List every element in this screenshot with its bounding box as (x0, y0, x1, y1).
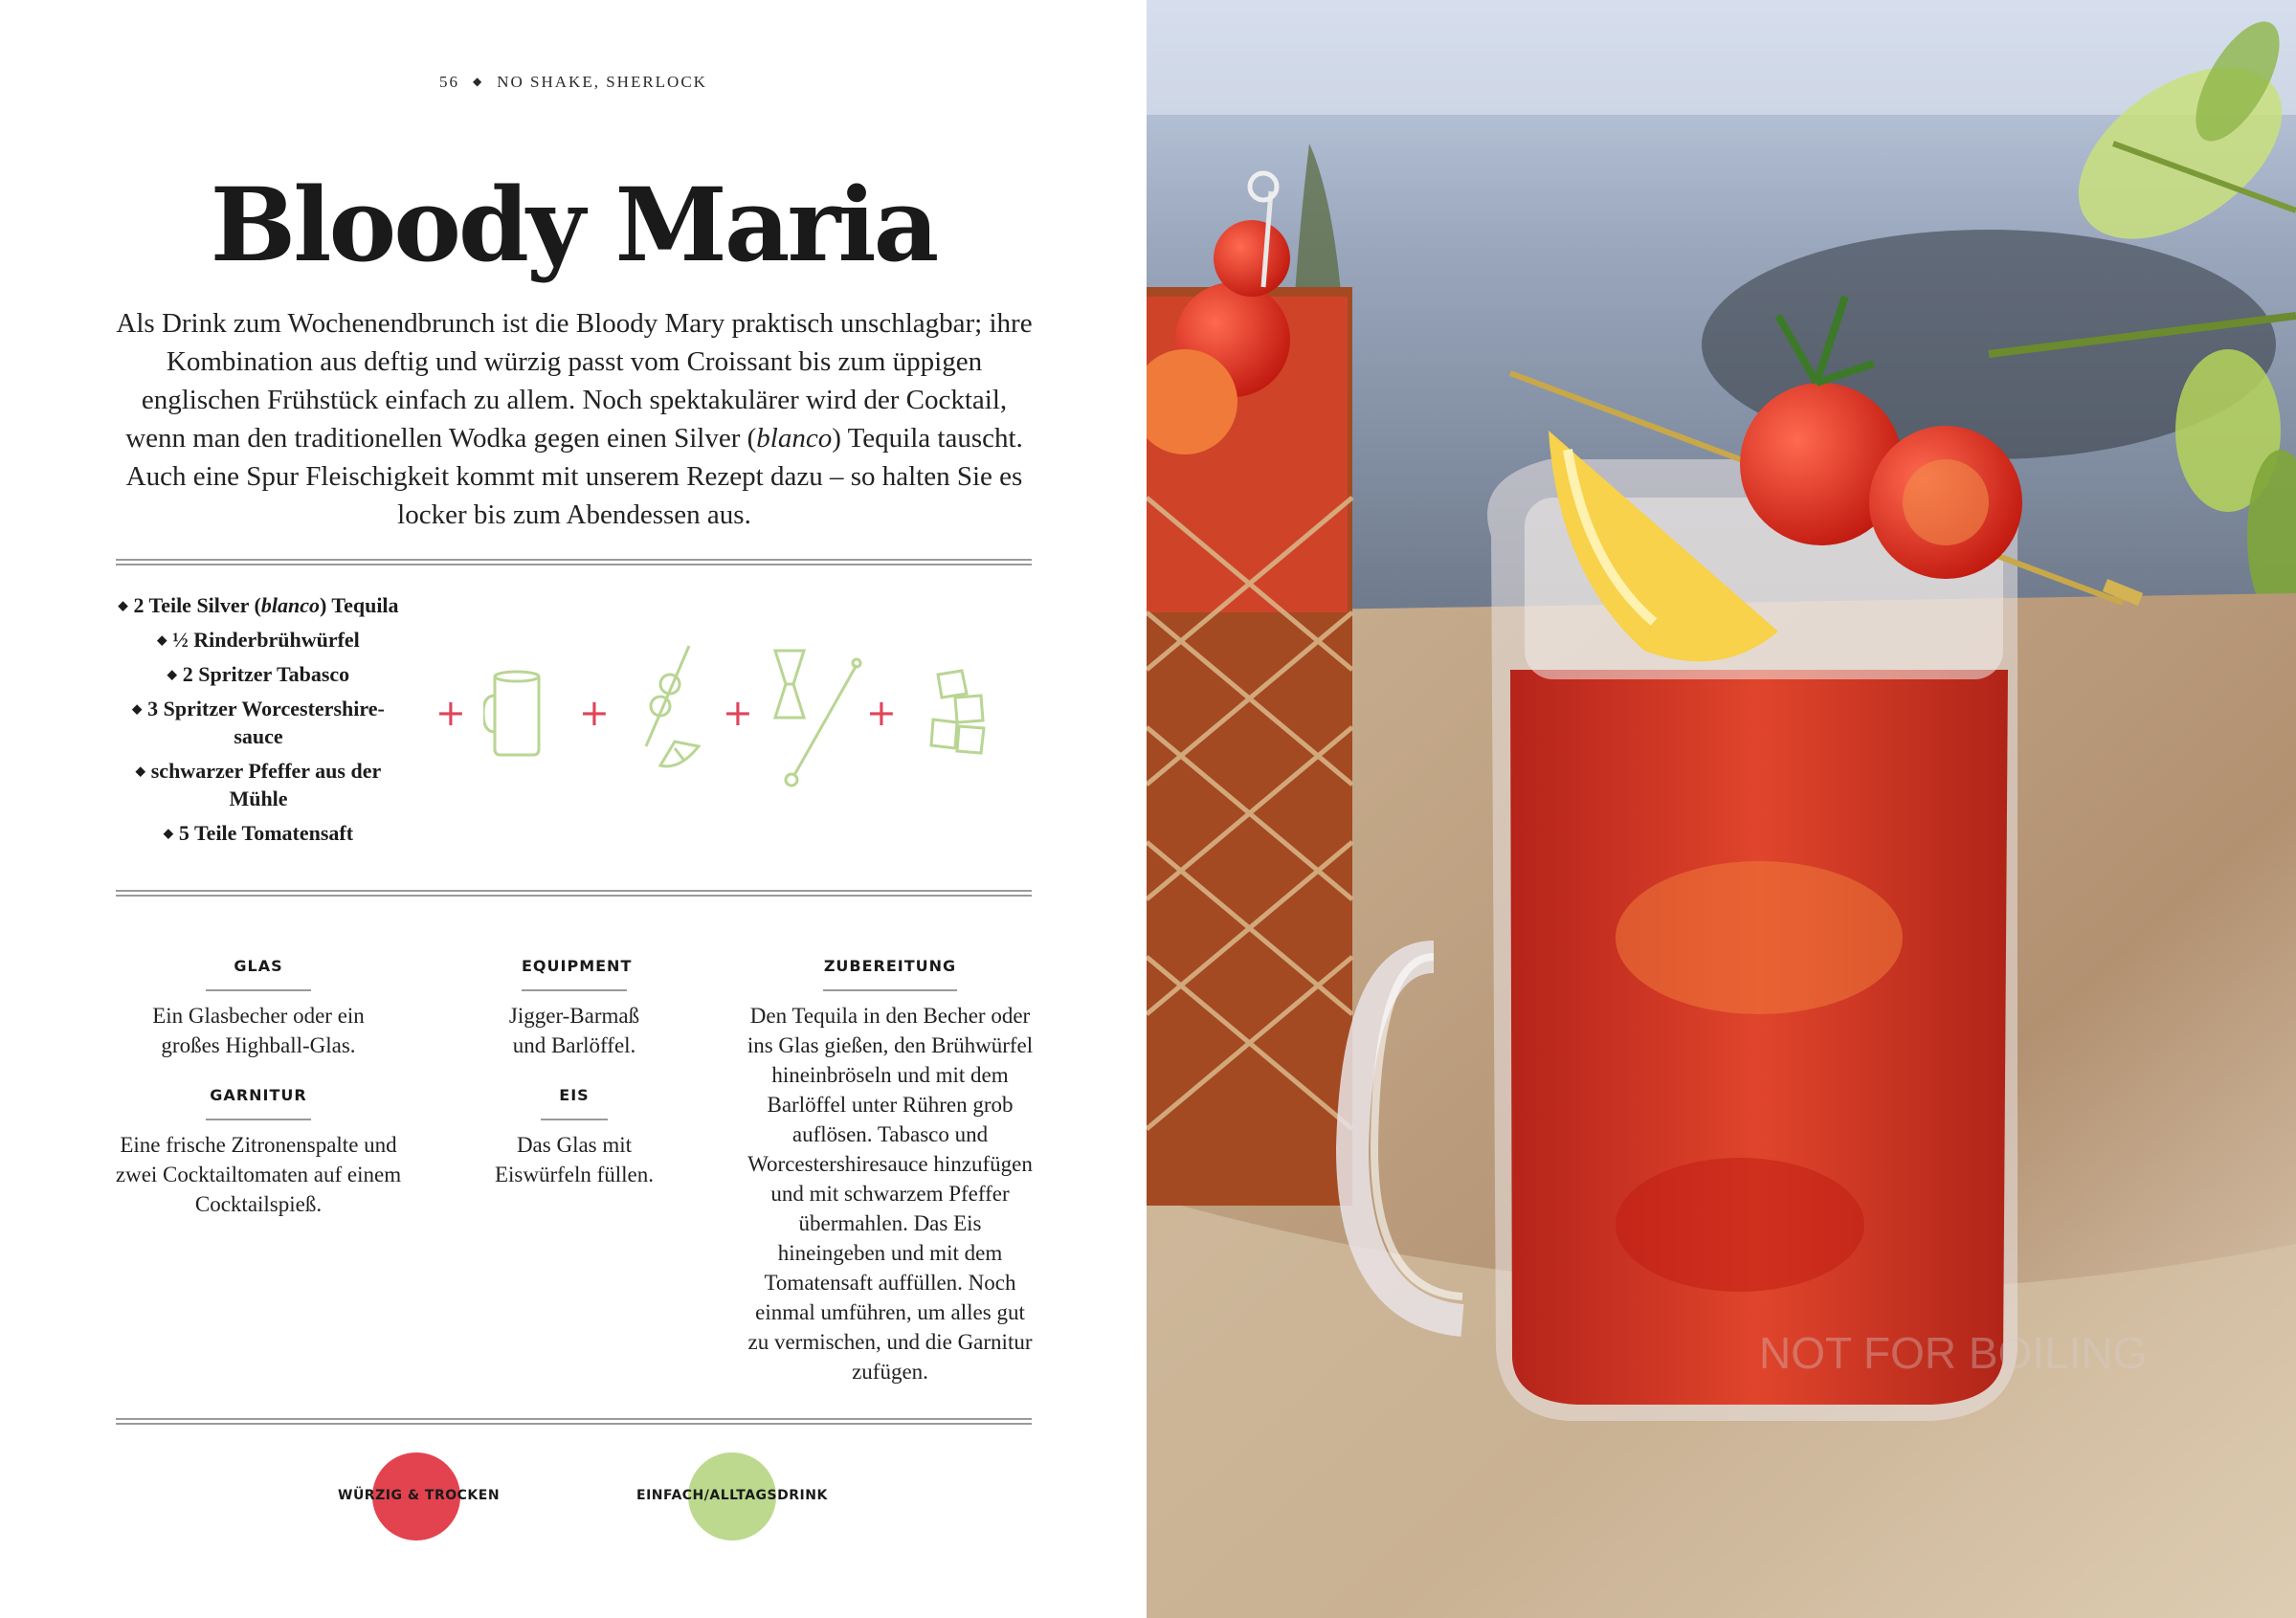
flavor-tag: WÜRZIG & TROCKEN (338, 1488, 501, 1503)
page-number: 56 (439, 73, 460, 91)
recipe-page (0, 0, 1147, 1618)
cocktail-photo (1147, 0, 2296, 1618)
garnitur-section (110, 1080, 407, 1219)
ice-cubes-icon (928, 667, 991, 758)
ingredient-item: ◆ 2 Teile Silver (blanco) Tequila (115, 591, 402, 619)
glas-text: Ein Glasbecher oder ein großes Highball-Glas. (152, 1004, 365, 1057)
ingredient-item: ◆ schwarzer Pfeffer aus der Mühle (115, 757, 402, 812)
recipe-title: Bloody Maria (210, 165, 937, 284)
zubereitung-section (747, 951, 1034, 1386)
garnish-skewer-icon (632, 641, 708, 775)
plus-icon: + (866, 692, 897, 734)
difficulty-tag: EINFACH/ALLTAGSDRINK (636, 1488, 828, 1503)
intro-paragraph: Als Drink zum Wochenendbrunch ist die Bloody Mary praktisch unschlagbar; ihre Kombination aus deftig und würzig passt vom Croissant bis zum üppigen englischen Frühstück einfach zu allem. Noch spektakulärer wird der Cocktail, wenn man den traditionellen Wodka gegen einen Silver (blanco) Tequila tauscht. Auch eine Spur Fleischigkeit kommt mit unserem Rezept dazu – so halten Sie es locker bis zum Abendessen aus. (116, 308, 1033, 530)
glas-section (110, 951, 407, 1060)
ingredient-item: ◆ 3 Spritzer Worcestershire-sauce (115, 695, 402, 750)
eis-heading: EIS (541, 1080, 608, 1120)
tool-icons (435, 636, 1010, 789)
photo-illustration (1147, 0, 2296, 1618)
divider-rule (116, 890, 1032, 901)
ingredient-item: ◆ 5 Teile Tomatensaft (115, 819, 402, 847)
separator-dot: ◆ (473, 75, 484, 88)
plus-icon: + (579, 692, 610, 734)
eis-section (450, 1080, 699, 1189)
svg-text:NOT FOR BOILING: NOT FOR BOILING (1759, 1328, 2148, 1378)
jigger-spoon-icon (770, 646, 866, 789)
zubereitung-heading: ZUBEREITUNG (823, 951, 957, 991)
plus-icon: + (435, 692, 466, 734)
equipment-section (450, 951, 699, 1060)
divider-rule (116, 559, 1032, 570)
ingredient-item: ◆ ½ Rinderbrühwürfel (115, 626, 402, 654)
equipment-text: Jigger-Barmaß und Barlöffel. (508, 1004, 640, 1057)
garnitur-heading: GARNITUR (206, 1080, 311, 1120)
ingredient-list (115, 591, 402, 853)
garnitur-text: Eine frische Zitronenspalte und zwei Cocktailtomaten auf einem Cocktailspieß. (115, 1133, 402, 1216)
plus-icon: + (723, 692, 753, 734)
glas-heading: GLAS (206, 951, 311, 991)
eis-text: Das Glas mit Eiswürfeln füllen. (494, 1133, 655, 1186)
divider-rule (116, 1418, 1032, 1430)
mug-icon (483, 665, 550, 761)
equipment-heading: EQUIPMENT (522, 951, 627, 991)
running-head (0, 73, 1147, 92)
section-title: NO SHAKE, SHERLOCK (497, 73, 707, 91)
ingredient-item: ◆ 2 Spritzer Tabasco (115, 660, 402, 688)
zubereitung-text: Den Tequila in den Becher oder ins Glas gießen, den Brühwürfel hineinbröseln und mit dem Barlöffel unter Rühren grob auflösen. Tabasco und Worcestershiresauce hinzufügen und mit schwarzem Pfeffer übermahlen. Das Eis hineingeben und mit dem Tomatensaft auffüllen. Noch einmal umführen, um alles gut zu vermischen, und die Garnitur zufügen. (747, 1004, 1034, 1384)
